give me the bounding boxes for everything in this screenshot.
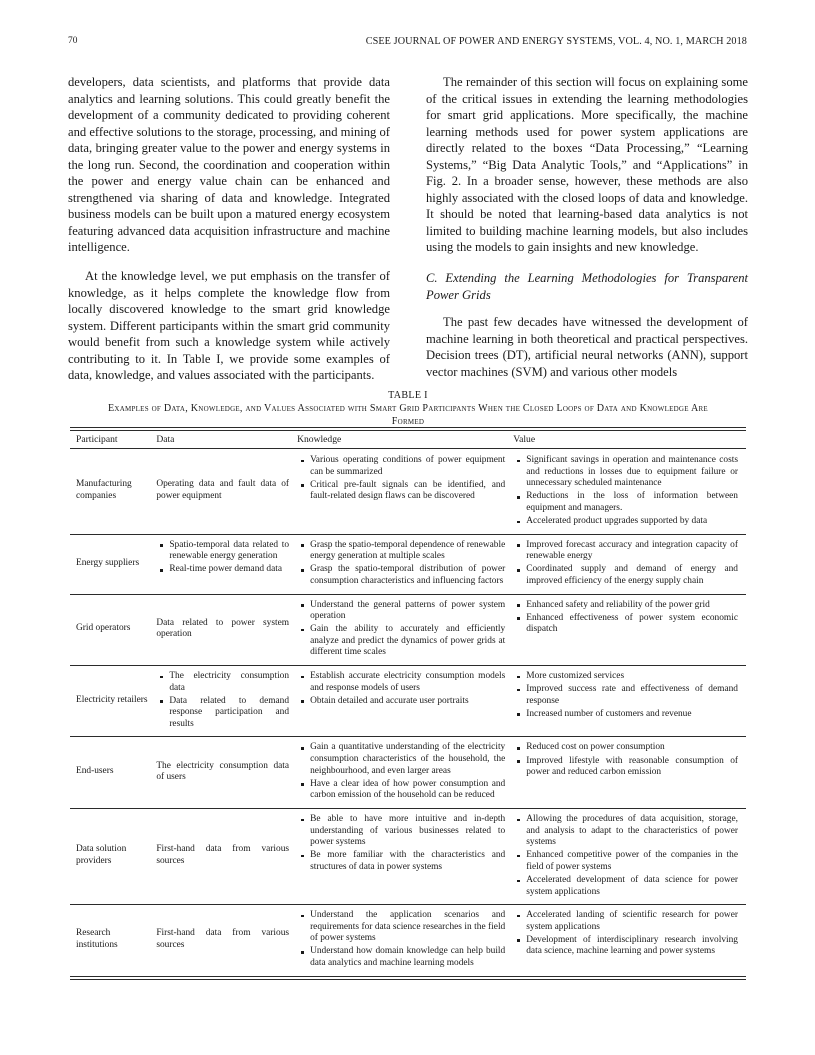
list-item: Enhanced safety and reliability of the power grid [526,600,738,612]
left-paragraph-1: developers, data scientists, and platforms that provide data analytics and learning solutions. This could greatly benefit the development of a community dedicated to providing coherent and effective solutions to the storage, processing, and mining of data, bringing greater value to the power and energy systems in the long run. Second, the coordination and cooperation within the power and energy value chain can be enhanced and strengthened via sharing of data and knowledge. Integrated business models can be built upon a matured energy ecosystem featuring advanced data acquisition infrastructure and machine intelligence. [68,75,390,255]
cell-knowledge [297,737,513,808]
cell-value [513,594,746,665]
list-item: Coordinated supply and demand of energy and improved efficiency of the energy supply chain [526,564,738,586]
column-header-knowledge: Knowledge [297,431,513,449]
column-header-value: Value [513,431,746,449]
cell-value [513,534,746,594]
list-item: Real-time power demand data [169,564,289,576]
cell-knowledge [297,534,513,594]
list-item: Have a clear idea of how power consumption and carbon emission of the household can be reduced [310,778,506,801]
cell-value [513,449,746,535]
column-header-data: Data [156,431,297,449]
data-list [156,540,289,576]
running-head [68,36,747,50]
cell-value [513,808,746,904]
list-item: Be more familiar with the characteristics and structures of data in power systems [310,850,506,872]
knowledge-list [297,814,505,873]
knowledge-list [297,540,505,588]
list-item: The electricity consumption data [169,671,290,693]
knowledge-list [297,600,505,659]
cell-data [156,534,297,594]
column-header-participant: Participant [70,431,156,449]
list-item: Improved forecast accuracy and integration capacity of renewable energy [526,539,738,562]
cell-knowledge [297,594,513,665]
cell-knowledge [297,808,513,904]
cell-knowledge [297,449,513,535]
list-item: Improved success rate and effectiveness of demand response [526,684,738,706]
list-item: Significant savings in operation and maintenance costs and reductions in losses due to equipment failure or unnecessary scheduled maintenance [526,455,738,489]
list-item: Establish accurate electricity consumption models and response models of users [310,671,506,693]
table-row [70,808,746,904]
knowledge-list [297,742,505,801]
list-item: Understand how domain knowledge can help build data analytics and machine learning models [310,946,506,968]
list-item: Reduced cost on power consumption [526,742,738,754]
knowledge-list [297,910,505,969]
value-list [513,742,738,778]
cell-data [156,808,297,904]
cell-participant: Electricity retailers [70,666,156,737]
right-paragraph-1: The remainder of this section will focus on explaining some of the critical issues in extending the learning methodologies for smart grid applications. More specifically, the machine learning methods used for power system applications are directly related to the boxes “Data Processing,” “Learning Systems,” “Big Data Analytic Tools,” and “Applications” in Fig. 2. In a broader sense, however, these methods are also highly associated with the closed loops of data and knowledge. It should be noted that learning-based data analytics is not limited to building machine learning models, but also includes using the models to gain insights and new knowledge. [426,75,748,255]
list-item: Development of interdisciplinary research involving data science, machine learning and power systems [526,934,738,957]
cell-data [156,666,297,737]
table-title: Examples of Data, Knowledge, and Values Associated with Smart Grid Participants When the Closed Loops of Data and Knowledge Are Formed [108,403,708,428]
list-item: Gain the ability to accurately and efficiently analyze and predict the dynamics of power grids at different time scales [310,624,506,658]
table-number: TABLE I [388,390,428,401]
list-item: Spatio-temporal data related to renewable energy generation [169,539,290,562]
journal-reference: CSEE JOURNAL OF POWER AND ENERGY SYSTEMS, VOL. 4, NO. 1, MARCH 2018 [365,36,747,47]
list-item: Enhanced competitive power of the companies in the field of power systems [526,850,738,872]
value-list [513,455,738,528]
table-row [70,737,746,808]
cell-text: The electricity consumption data of users [156,760,290,783]
section-heading-c: C. Extending the Learning Methodologies for Transparent Power Grids [426,271,748,302]
list-item: Various operating conditions of power equipment can be summarized [310,455,506,477]
list-item: Allowing the procedures of data acquisition, storage, and analysis to adapt to the characteristics of power systems [526,813,738,848]
list-item: Accelerated development of data science for power system applications [526,874,738,897]
value-list [513,814,738,898]
cell-data [156,905,297,976]
cell-data [156,449,297,535]
cell-text: First-hand data from various sources [156,844,290,867]
list-item: Critical pre-fault signals can be identified, and fault-related design flaws can be discovered [310,479,506,502]
list-item: Grasp the spatio-temporal distribution of power consumption characteristics and influencing factors [310,564,506,586]
list-item: Grasp the spatio-temporal dependence of renewable energy generation at multiple scales [310,539,506,562]
participants-table [70,430,746,977]
value-list [513,540,738,588]
table-body [70,449,746,976]
table-row [70,905,746,976]
table-caption [68,389,748,429]
cell-participant: End-users [70,737,156,808]
table-row [70,449,746,535]
table-head [70,431,746,449]
left-column [68,74,390,384]
page-number: 70 [68,36,78,46]
data-list [156,671,289,730]
value-list [513,910,738,958]
list-item: Gain a quantitative understanding of the electricity consumption characteristics of the household, the neighbourhood, and even larger areas [310,742,506,776]
list-item: Improved lifestyle with reasonable consumption of power and reduced carbon emission [526,755,738,778]
cell-value [513,737,746,808]
left-paragraph-2: At the knowledge level, we put emphasis on the transfer of knowledge, as it helps complete the knowledge flow from locally discovered knowledge to the smart grid knowledge system. Different participants within the smart grid community would benefit from such a knowledge system while actively contributing to it. In Table I, we provide some examples of data, knowledge, and values associated with the participants. [68,269,390,383]
list-item: Accelerated product upgrades supported by data [526,516,738,528]
cell-participant: Energy suppliers [70,534,156,594]
cell-data [156,737,297,808]
value-list [513,600,738,636]
cell-text: Operating data and fault data of power equipment [156,479,290,501]
cell-text: First-hand data from various sources [156,928,290,950]
list-item: Data related to demand response participation and results [169,695,290,729]
cell-participant: Research institutions [70,905,156,976]
list-item: Reductions in the loss of information between equipment and managers. [526,491,738,513]
table-row [70,594,746,665]
list-item: Understand the general patterns of power system operation [310,599,506,622]
cell-participant: Data solution providers [70,808,156,904]
cell-knowledge [297,905,513,976]
table-container [70,430,746,977]
list-item: More customized services [526,671,738,683]
cell-value [513,666,746,737]
cell-text: Data related to power system operation [156,617,290,640]
list-item: Obtain detailed and accurate user portraits [310,696,505,708]
cell-participant: Grid operators [70,594,156,665]
list-item: Increased number of customers and revenue [526,709,738,721]
list-item: Understand the application scenarios and requirements for data science researches in the field of power systems [310,910,506,944]
value-list [513,671,738,720]
cell-value [513,905,746,976]
list-item: Accelerated landing of scientific research for power system applications [526,910,738,932]
table-row [70,666,746,737]
table-row [70,534,746,594]
list-item: Enhanced effectiveness of power system economic dispatch [526,612,738,635]
list-item: Be able to have more intuitive and in-depth understanding of various businesses related to power systems [310,813,506,848]
cell-data [156,594,297,665]
cell-participant: Manufacturing companies [70,449,156,535]
knowledge-list [297,671,505,707]
knowledge-list [297,455,505,503]
cell-knowledge [297,666,513,737]
table-header-row [70,431,746,449]
right-column [426,74,748,380]
right-paragraph-2: The past few decades have witnessed the development of machine learning in both theoretical and practical perspectives. Decision trees (DT), artificial neural networks (ANN), support vector machines (SVM) and various other models [426,315,748,379]
